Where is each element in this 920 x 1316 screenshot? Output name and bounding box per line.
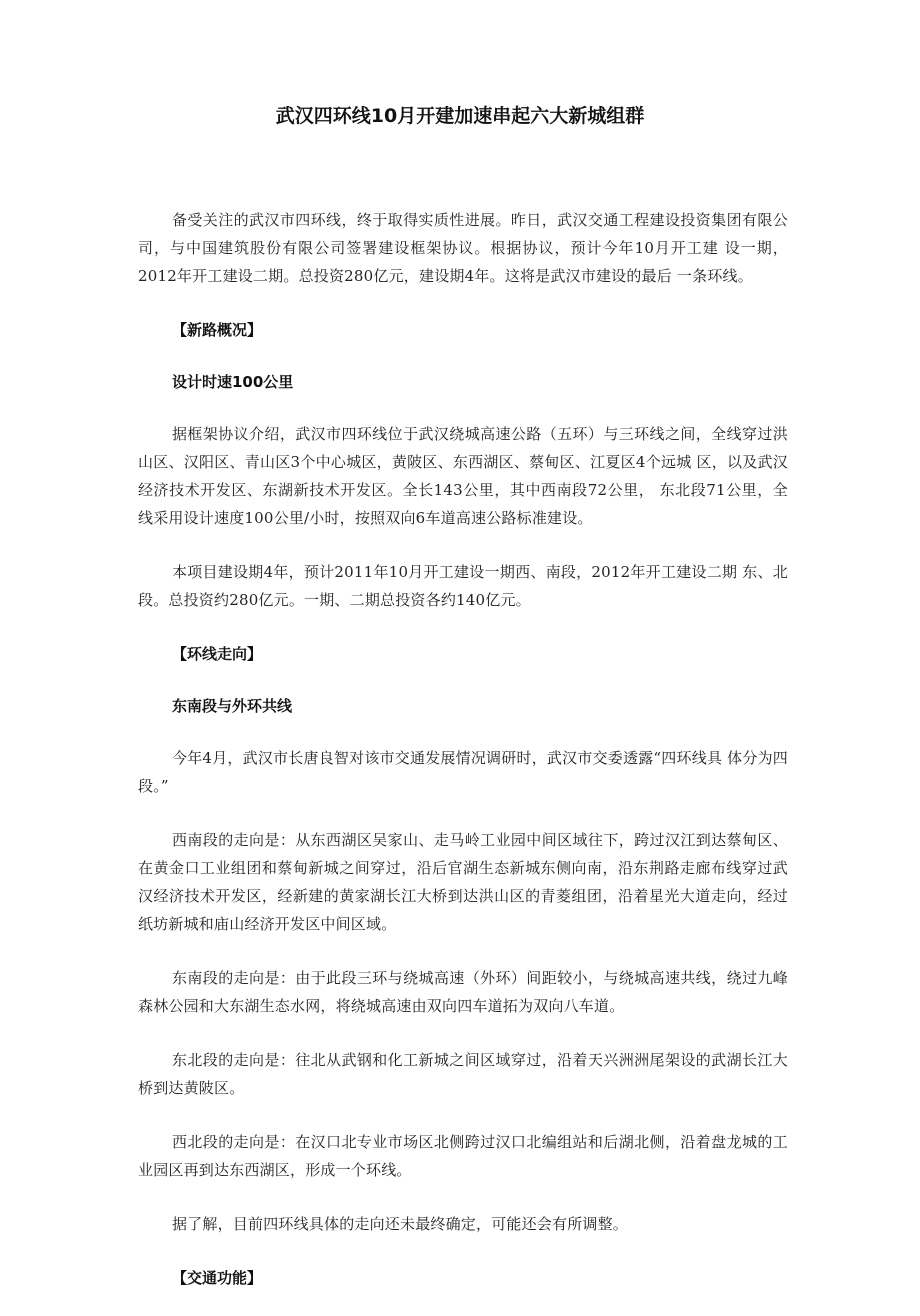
section-heading: 【新路概况】 [172,321,263,339]
section-heading: 东南段与外环共线 [172,697,293,715]
page-title: 武汉四环线10月开建加速串起六大新城组群 [275,105,645,127]
paragraph: 本项目建设期4年，预计2011年10月开工建设一期西、南段，2012年开工建设二期 东、北段。总投资约280亿元。一期、二期总投资各约140亿元。 [138,563,788,609]
section-heading: 【交通功能】 [172,1269,263,1287]
paragraph: 东南段的走向是：由于此段三环与绕城高速（外环）间距较小，与绕城高速共线，绕过九峰森林公园和大东湖生态水网，将绕城高速由双向四车道拓为双向八车道。 [138,969,788,1015]
paragraph: 据框架协议介绍，武汉市四环线位于武汉绕城高速公路（五环）与三环线之间，全线穿过洪山区、汉阳区、青山区3个中心城区，黄陂区、东西湖区、蔡甸区、江夏区4个远城 区，以及武汉经济技术开发区、东湖新技术开发区。全长143公里，其中西南段72公里， 东北段71公里，全线采用设计速度100公里/小时，按照双向6车道高速公路标准建设。 [138,425,788,527]
paragraph: 备受关注的武汉市四环线，终于取得实质性进展。昨日，武汉交通工程建设投资集团有限公司，与中国建筑股份有限公司签署建设框架协议。根据协议，预计今年10月开工建 设一期，2012年开工建设二期。总投资280亿元，建设期4年。这将是武汉市建设的最后 一条环线。 [138,211,788,285]
paragraph: 西北段的走向是：在汉口北专业市场区北侧跨过汉口北编组站和后湖北侧，沿着盘龙城的工业园区再到达东西湖区，形成一个环线。 [138,1133,788,1179]
article-body [138,206,788,1316]
section-heading: 【环线走向】 [172,645,263,663]
paragraph: 西南段的走向是：从东西湖区吴家山、走马岭工业园中间区域往下，跨过汉江到达蔡甸区、在黄金口工业组团和蔡甸新城之间穿过，沿后官湖生态新城东侧向南，沿东荆路走廊布线穿过武汉经济技术开发区，经新建的黄家湖长江大桥到达洪山区的青菱组团，沿着星光大道走向，经过纸坊新城和庙山经济开发区中间区域。 [138,831,788,933]
paragraph: 据了解，目前四环线具体的走向还未最终确定，可能还会有所调整。 [172,1215,629,1233]
section-heading: 设计时速100公里 [172,373,294,391]
paragraph: 东北段的走向是：往北从武钢和化工新城之间区域穿过，沿着天兴洲洲尾架设的武湖长江大桥到达黄陂区。 [138,1051,788,1097]
paragraph: 今年4月，武汉市长唐良智对该市交通发展情况调研时，武汉市交委透露“四环线具 体分为四段。” [138,749,788,795]
